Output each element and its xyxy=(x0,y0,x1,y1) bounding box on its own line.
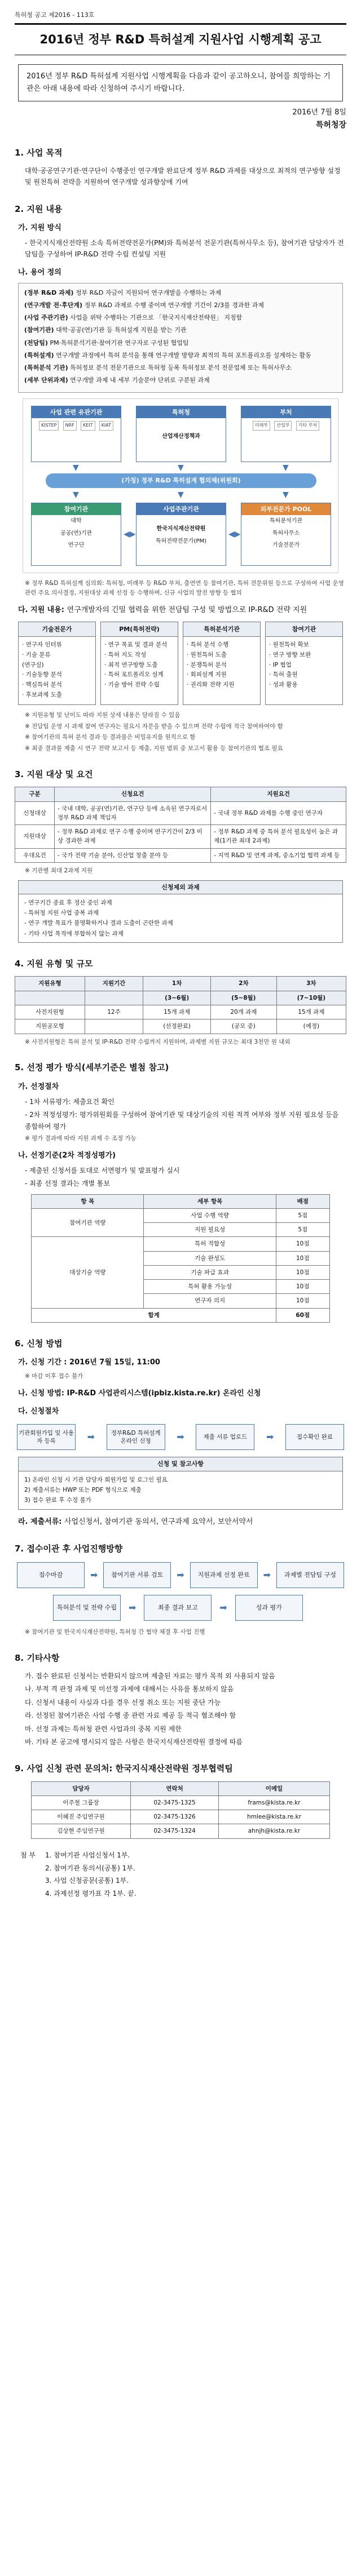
flow-step: 기관회원가입 및 사용자 등록 xyxy=(17,1424,76,1450)
email-link[interactable]: hmlee@kista.re.kr xyxy=(219,1810,329,1824)
definition-item: (세부 단위과제) 연구개발 과제 내 세부 기술분야 단위로 구분된 과제 xyxy=(24,376,210,384)
table-row: 지원대상 - 정부 R&D 과제로 연구 수행 중이며 연구기간이 2/3 이상 경과한 과제 - 정부 R&D 과제 중 특허 분석 필요성이 높은 과제(1기관 최대 2과제) xyxy=(15,825,346,849)
section-2c-title: 다. 지원 내용: 연구개발자의 긴밀 협력을 위한 전담팀 구성 및 방법으로 IP-R&D 전략 지원 xyxy=(18,605,307,614)
table-row: 대상기술 역량 특허 적합성 10점 xyxy=(32,1237,329,1251)
process-flow xyxy=(17,1562,344,1588)
section-6a-title: 가. 신청 기간 : 2016년 7월 15일, 11:00 xyxy=(18,1358,160,1367)
list-item: 마. 선정 과제는 특허청 관련 사업과의 중복 지원 제한 xyxy=(25,1724,182,1733)
section-1-body: 대학·공공연구기관·연구단이 수행중인 연구개발 완료단계 정부 R&D 과제를 대상으로 최적의 연구방향 설정 및 원천특허 전략을 지원하여 연구개발 성과향상에 기여 xyxy=(25,166,341,187)
support-note: ※ 최종 결과물 제출 시 연구 전략 보고서 등 제출, 지원 범위 중 보고서 활용 등 참여기관의 협조 필요 xyxy=(25,745,283,752)
process-note: ※ 참여기관 및 한국지식재산전략원, 특허청 간 협약 체결 후 사업 진행 xyxy=(25,1629,205,1636)
support-scale-table: 지원유형 지원기간 1차 2차 3차 (3~6월) (5~8월) (7~10월) 사전지원형 12주 15개 과제 20개 과제 15개 과제 지원공모형 (선정완료) (공모 중) (예정) xyxy=(15,976,346,1034)
section-6c-title: 다. 신청절차 xyxy=(18,1407,59,1416)
arrow-right-icon: ➡ xyxy=(219,1602,227,1613)
list-item: 나. 부적 격 판정 과제 및 미선정 과제에 대해서는 사유를 통보하지 않음 xyxy=(25,1685,234,1693)
diagram-note: ※ 정부 R&D 특허설계 심의회: 특허청, 미래부 등 R&D 부처, 출연연 등 참여기관, 특허 전문위원 등으로 구성하여 사업 운영 관련 주요 의사결정, 지원대상 과제 선정 등 수행하며, 신규 사업의 발전 방향 등 협의 xyxy=(25,580,344,596)
council-bar: (가칭) 정부 R&D 특허설계 협의체(위원회) xyxy=(46,473,316,488)
definition-item: (전담팀) PM·특허분석기관·참여기관 연구자로 구성된 협업팀 xyxy=(24,339,189,347)
table-row: 김상현 주임연구원 02-3475-1324 ahnjh@kista.re.kr xyxy=(32,1824,329,1838)
table-row: 기술 완성도 10점 xyxy=(32,1251,329,1265)
operator-box: 사업주관기관 한국지식재산전략원 특허전략전문가(PM) xyxy=(136,503,226,566)
arrow-both-icon: ◀▶ xyxy=(124,530,136,539)
flow-step: 정부R&D 특허설계 온라인 신청 xyxy=(107,1424,165,1450)
definition-item: (참여기관) 대학·공공(연)기관 등 특허설계 지원을 받는 기관 xyxy=(24,326,187,334)
flow-step: 접수확인 완료 xyxy=(285,1424,344,1450)
list-item: - 제출된 신청서를 토대로 서면평가 및 발표평가 실시 xyxy=(25,1166,180,1174)
arrow-right-icon: ➡ xyxy=(177,1569,184,1580)
list-item: - 1차 서류평가: 제출요건 확인 xyxy=(25,1097,115,1106)
notice-number: 특허청 공고 제2016 - 113호 xyxy=(15,11,95,19)
table-row: 사전지원형 12주 15개 과제 20개 과제 15개 과제 xyxy=(15,1005,346,1019)
email-link[interactable]: ahnjh@kista.re.kr xyxy=(219,1824,329,1838)
flow-step: 참여기관 서류 검토 xyxy=(103,1562,171,1588)
list-item: 다. 신청서 내용이 사실과 다를 경우 선정 취소 또는 지원 중단 가능 xyxy=(25,1698,221,1706)
table-row: 합계 60점 xyxy=(32,1308,329,1322)
definition-item: (특허설계) 연구개발 과정에서 특허 분석을 통해 연구개발 방향과 최적의 특허 포트폴리오를 설계하는 활동 xyxy=(24,351,311,359)
role-column: 기술전문가 · 연구자 인터뷰 · 기술 분류 (연구실) · 기술동향 분석 · 핵심특허 분석 · 후보과제 도출 xyxy=(18,622,96,705)
list-item: 가. 접수 완료된 신청서는 반환되지 않으며 제출된 자료는 평가 목적 외 사용되지 않음 xyxy=(25,1672,275,1681)
list-item: 바. 기타 본 공고에 명시되지 않은 사항은 한국지식재산전략원 결정에 따름 xyxy=(25,1738,243,1746)
section-9-title: 9. 사업 신청 관련 문의처: 한국지식재산전략원 정부협력팀 xyxy=(15,1763,233,1774)
organization-diagram xyxy=(23,398,338,573)
expert-pool-box: 외부전문가 POOL 특허분석기관 특허사무소 기술전문가 xyxy=(241,503,331,566)
arrow-down-icon: ▼ xyxy=(178,463,184,473)
intro-box xyxy=(18,64,343,101)
section-2a-body: - 한국지식재산전략원 소속 특허전략전문가(PM)와 특허분석 전문기관(특허사무소 등), 참여기관 담당자가 전담팀을 구성하여 IP-R&D 전략 수립 컨설팅 지원 xyxy=(25,239,344,259)
flow-step: 접수마감 xyxy=(17,1562,85,1588)
attachments: 첨 부 1. 참여기관 사업신청서 1부. 2. 참여기관 동의서(공통) 1부. 3. 사업 신청공문(공통) 1부. 4. 과제선정 평가표 각 1부. 끝. xyxy=(20,1851,137,1898)
section-2-title: 2. 지원 내용 xyxy=(15,203,63,214)
arrow-down-icon: ▼ xyxy=(73,490,79,500)
notice-date: 2016년 7월 8일 xyxy=(292,108,346,117)
flow-step: 특허분석 및 전략 수립 xyxy=(53,1595,121,1621)
section-6-title: 6. 신청 방법 xyxy=(15,1338,63,1349)
flow-step: 제출 서류 업로드 xyxy=(196,1424,254,1450)
roles-table xyxy=(18,622,343,705)
table-row: 기술 파급 효과 10점 xyxy=(32,1265,329,1279)
list-item: 라. 선정된 참여기관은 사업 수행 중 관련 자료 제공 등 적극 협조해야 함 xyxy=(25,1712,236,1720)
definition-item: (사업 주관기관) 사업을 위탁 수행하는 기관으로 「한국지식재산전략원」 지칭함 xyxy=(24,314,243,322)
eligibility-note: ※ 기관별 최대 2과제 지원 xyxy=(25,867,93,874)
role-column: PM(특허전략) · 연구 목표 및 결과 분석 · 특허 지도 작성 · 최적 연구방향 도출 · 특허 포트폴리오 설계 · 기술 방어 전략 수립 xyxy=(100,622,178,705)
flow-step: 과제별 전담팀 구성 xyxy=(276,1562,344,1588)
participant-box: 참여기관 대학 공공(연)기관 연구단 xyxy=(31,503,121,566)
definitions-box xyxy=(18,283,343,393)
table-row: 참여기관 역량 사업 수행 역량 5점 xyxy=(32,1208,329,1222)
contacts-table: 담당자 연락처 이메일 이주철 그룹장 02-3475-1325 frams@kista.re.kr 이혜진 주임연구원 02-3475-1326 hmlee@kista.re.kr 김상현 주임연구원 02-3475-1324 ahnjh@kista.re.kr xyxy=(31,1781,329,1839)
list-item: - 2차 적정성평가: 평가위원회를 구성하여 참여기관 및 대상기술의 지원 적격 여부와 정부 지원 필요성 등을 종합하여 평가 xyxy=(25,1111,339,1130)
section-7-title: 7. 접수이관 후 사업진행방향 xyxy=(15,1543,123,1554)
list-item: - 최종 선정 결과는 개별 통보 xyxy=(25,1180,110,1188)
page-title: 2016년 정부 R&D 특허설계 지원사업 시행계획 공고 xyxy=(15,23,346,55)
section-6d-title: 라. 제출서류: 사업신청서, 참여기관 동의서, 연구과제 요약서, 보안서약서 xyxy=(18,1517,253,1526)
flow-step: 성과 평가 xyxy=(235,1595,303,1621)
kipo-box: 특허청 산업재산정책과 xyxy=(136,406,226,462)
flow-step: 최종 결과 보고 xyxy=(144,1595,212,1621)
deadline-note: ※ 마감 이후 접수 불가 xyxy=(25,1373,83,1380)
table-row: 신청대상 - 국내 대학, 공공(연)기관, 연구단 등에 소속된 연구자로서 정부 R&D 과제 책임자 - 국내 정부 R&D 과제를 수행 중인 연구자 xyxy=(15,801,346,825)
role-column: 참여기관 · 원천특허 확보 · 연구 방향 보완 · IP 협업 · 특허 출원 · 성과 활용 xyxy=(265,622,343,705)
arrow-down-icon: ▼ xyxy=(178,490,184,500)
section-2b-title: 나. 용어 정의 xyxy=(18,268,61,277)
issuing-agency: 특허청장 xyxy=(315,120,346,130)
email-link[interactable]: frams@kista.re.kr xyxy=(219,1795,329,1810)
definition-item: (연구개발 전·후단계) 정부 R&D 과제로 수행 중이며 연구개발 기간이 2/3를 경과한 과제 xyxy=(24,302,264,309)
arrow-down-icon: ▼ xyxy=(283,490,289,500)
arrow-both-icon: ◀▶ xyxy=(228,530,241,539)
definition-item: (특허분석 기관) 특허정보 분석 전문기관으로 특허청 등록 특허정보 분석 전문업체 또는 특허사무소 xyxy=(24,363,292,371)
eligibility-table: 구분 신청요건 지원요건 신청대상 - 국내 대학, 공공(연)기관, 연구단 등에 소속된 연구자로서 정부 R&D 과제 책임자 - 국내 정부 R&D 과제를 수행 중인 연구자 지원대상 - 정부 R&D 과제로 연구 수행 중이며 연구기간이 2/3 이상 경과한 과제 - 정부 R&D 과제 중 특허 분석 필요성이 높은 과제(1기관 최대 2과제) 우대요건 - 국가 전략 기술 분야, 신산업 창출 분야 등 - 지역 R&D 및 연계 과제, 중소기업 협력 과제 등 xyxy=(15,787,346,863)
role-column: 특허분석기관 · 특허 분석 수행 · 원천특허 도출 · 분쟁특허 분석 · 회피설계 지원 · 권리화 전략 지원 xyxy=(183,622,261,705)
application-notes-box: 신청 및 참고사항 1) 온라인 신청 시 기관 담당자 회원가입 및 로그인 필요 2) 제출서류는 HWP 또는 PDF 형식으로 제출 3) 접수 완료 후 수정 불가 xyxy=(18,1457,343,1509)
selection-note: ※ 평가 결과에 따라 지원 과제 수 조정 가능 xyxy=(25,1134,137,1142)
table-row: 우대요건 - 국가 전략 기술 분야, 신산업 창출 분야 등 - 지역 R&D 및 연계 과제, 중소기업 협력 과제 등 xyxy=(15,848,346,862)
arrow-right-icon: ➡ xyxy=(87,1431,95,1443)
table-row: 이주철 그룹장 02-3475-1325 frams@kista.re.kr xyxy=(32,1795,329,1810)
section-5-title: 5. 선정 평가 방식(세부기준은 별첨 참고) xyxy=(15,1062,169,1073)
arrow-right-icon: ➡ xyxy=(266,1431,274,1443)
arrow-down-icon: ▼ xyxy=(73,463,79,473)
scale-note: ※ 사전지원형은 특허 분석 및 IP-R&D 전략 수립까지 지원하며, 과제별 지원 규모는 최대 3천만 원 내외 xyxy=(25,1038,290,1045)
support-note: ※ 지원유형 및 난이도 따라 지원 상세 내용은 달라질 수 있음 xyxy=(25,711,180,719)
related-agencies-box: 사업 관련 유관기관 KISTEP NRF KEIT KIAT xyxy=(31,406,121,462)
section-4-title: 4. 지원 유형 및 규모 xyxy=(15,959,93,969)
arrow-right-icon: ➡ xyxy=(129,1602,137,1613)
table-row: 지원공모형 (선정완료) (공모 중) (예정) xyxy=(15,1019,346,1034)
section-1-title: 1. 사업 목적 xyxy=(15,147,63,158)
criteria-table: 항 목 세부 항목 배점 참여기관 역량 사업 수행 역량 5점 지원 필요성 5점 대상기술 역량 특허 적합성 10점 기술 완성도 10점 기술 파급 효과 10점 특허 활용 가능성 10점 연구자 의지 10점 합계 60점 xyxy=(31,1194,329,1323)
process-flow-2 xyxy=(17,1595,344,1621)
table-row: 특허 활용 가능성 10점 xyxy=(32,1280,329,1294)
application-flow xyxy=(17,1424,344,1450)
section-5a-title: 가. 선정절차 xyxy=(18,1082,59,1091)
flow-step: 지원과제 선정 완료 xyxy=(190,1562,258,1588)
section-8-title: 8. 기타사항 xyxy=(15,1652,60,1663)
support-note: ※ 전담팀 운영 시 과제 참여 연구자는 필요시 자문을 받을 수 있으며 전략 수립에 적극 참여하여야 함 xyxy=(25,722,283,730)
table-row: 지원 필요성 5점 xyxy=(32,1223,329,1237)
definition-item: (정부 R&D 과제) 정부 R&D 자금이 지원되어 연구개발을 수행하는 과제 xyxy=(24,289,222,296)
ministries-box: 부처 미래부 산업부 기타 부처 xyxy=(241,406,331,462)
support-note: ※ 참여기관의 특허 분석 결과 등 결과물은 비밀유지를 원칙으로 함 xyxy=(25,734,196,741)
arrow-down-icon: ▼ xyxy=(283,463,289,473)
section-3-title: 3. 지원 대상 및 요건 xyxy=(15,769,93,780)
arrow-right-icon: ➡ xyxy=(177,1431,184,1443)
arrow-right-icon: ➡ xyxy=(263,1569,271,1580)
table-row: 이혜진 주임연구원 02-3475-1326 hmlee@kista.re.kr xyxy=(32,1810,329,1824)
intro-text: 2016년 정부 R&D 특허설계 지원사업 시행계획을 다음과 같이 공고하오니, 참여를 희망하는 기관은 아래 내용에 따라 신청하여 주시기 바랍니다. xyxy=(27,72,331,93)
section-2a-title: 가. 지원 방식 xyxy=(18,223,61,232)
section-6b-title: 나. 신청 방법: IP-R&D 사업관리시스템(ipbiz.kista.re.kr) 온라인 신청 xyxy=(18,1389,261,1398)
arrow-right-icon: ➡ xyxy=(90,1569,98,1580)
section-5b-title: 나. 선정기준(2차 적정성평가) xyxy=(18,1151,116,1160)
excluded-box: 신청제외 과제 - 연구기간 종료 후 정산 중인 과제 - 특허청 지원 사업 중복 과제 - 연구 개발 목표가 불명확하거나 결과 도출이 곤란한 과제 - 기타 사업 목적에 부합하지 않는 과제 xyxy=(18,880,343,943)
table-row: 연구자 의지 10점 xyxy=(32,1294,329,1308)
